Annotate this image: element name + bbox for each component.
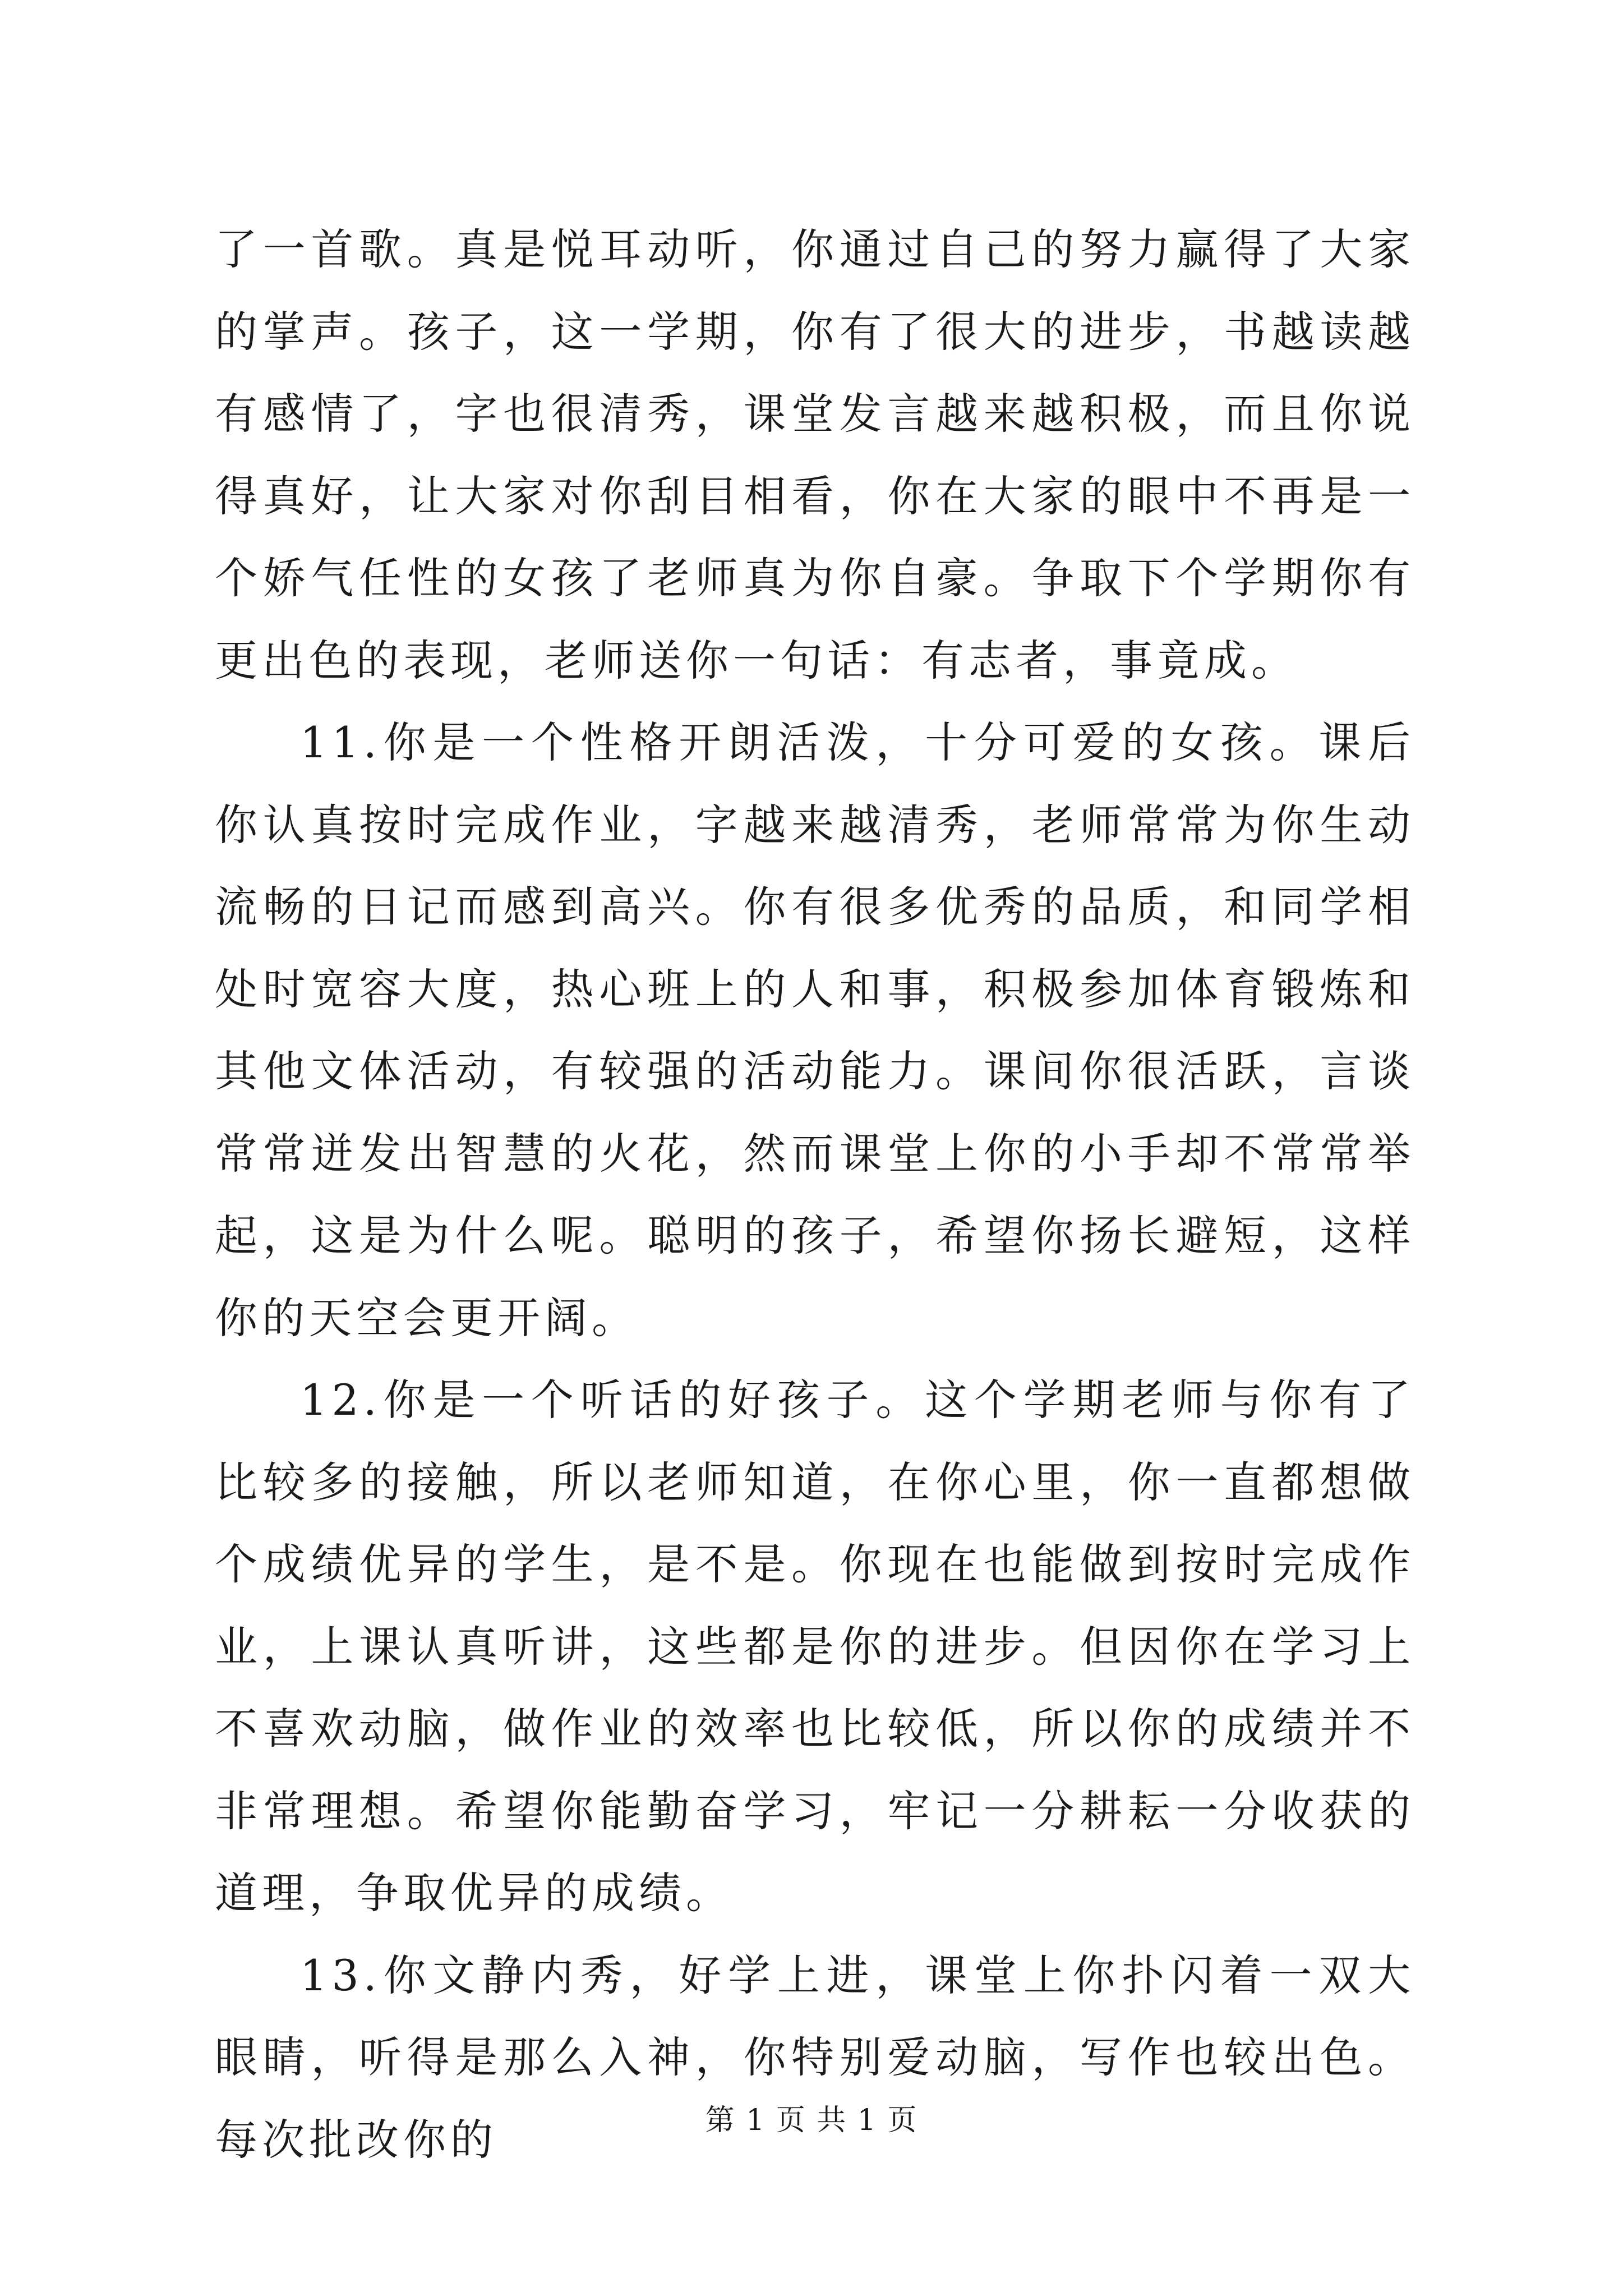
document-body <box>215 209 1415 2181</box>
paragraph-item-11: 11.你是一个性格开朗活泼，十分可爱的女孩。课后你认真按时完成作业，字越来越清秀，老师常常为你生动流畅的日记而感到高兴。你有很多优秀的品质，和同学相处时宽容大度，热心班上的人和事，积极参加体育锻炼和其他文体活动，有较强的活动能力。课间你很活跃，言谈常常迸发出智慧的火花，然而课堂上你的小手却不常常举起，这是为什么呢。聪明的孩子，希望你扬长避短，这样你的天空会更开阔。 <box>215 717 1415 1343</box>
paragraph-item-13: 13.你文静内秀，好学上进，课堂上你扑闪着一双大眼睛，听得是那么入神，你特别爱动脑，写作也较出色。每次批改你的 <box>215 1950 1415 2165</box>
paragraph-item-12: 12.你是一个听话的好孩子。这个学期老师与你有了比较多的接触，所以老师知道，在你心里，你一直都想做个成绩优异的学生，是不是。你现在也能做到按时完成作业，上课认真听讲，这些都是你的进步。但因你在学习上不喜欢动脑，做作业的效率也比较低，所以你的成绩并不非常理想。希望你能勤奋学习，牢记一分耕耘一分收获的道理，争取优异的成绩。 <box>215 1375 1415 1918</box>
paragraph-continuation: 了一首歌。真是悦耳动听，你通过自己的努力赢得了大家的掌声。孩子，这一学期，你有了很大的进步，书越读越有感情了，字也很清秀，课堂发言越来越积极，而且你说得真好，让大家对你刮目相看，你在大家的眼中不再是一个娇气任性的女孩了老师真为你自豪。争取下个学期你有更出色的表现，老师送你一句话：有志者，事竟成。 <box>215 224 1415 685</box>
page-number-footer: 第 1 页 共 1 页 <box>705 2104 918 2137</box>
